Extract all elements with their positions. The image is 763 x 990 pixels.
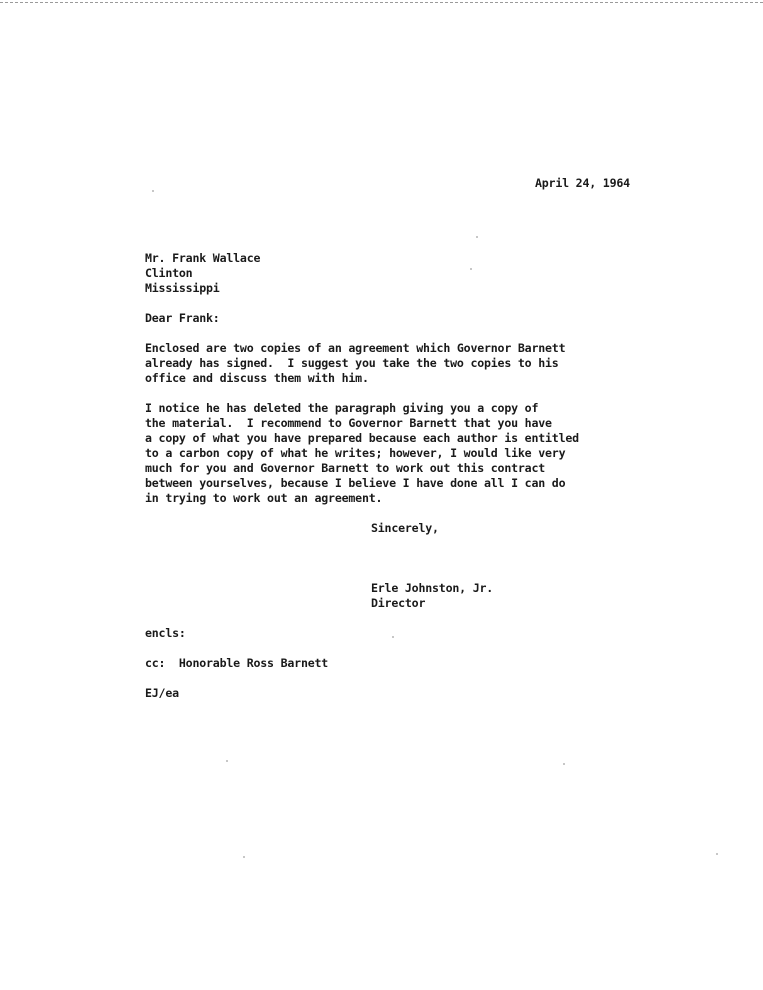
paragraph-line: in trying to work out an agreement.	[145, 491, 383, 505]
signer-title: Director	[371, 596, 426, 610]
paragraph-line: much for you and Governor Barnett to work out this contract	[145, 461, 546, 475]
scan-speck	[716, 853, 718, 855]
letter-date: April 24, 1964	[535, 176, 630, 190]
scan-speck	[226, 760, 228, 762]
paragraph-line: to a carbon copy of what he writes; however, I would like very	[145, 446, 566, 460]
scan-speck	[152, 190, 154, 192]
paragraph-line: I notice he has deleted the paragraph giving you a copy of	[145, 401, 539, 415]
paragraph-line: a copy of what you have prepared because each author is entitled	[145, 431, 579, 445]
scan-speck	[563, 763, 565, 765]
scan-speck	[243, 856, 245, 858]
enclosure-note: encls:	[145, 626, 186, 640]
recipient-state: Mississippi	[145, 281, 220, 295]
paragraph-line: already has signed. I suggest you take the two copies to his	[145, 356, 559, 370]
recipient-city: Clinton	[145, 266, 193, 280]
scan-speck	[476, 236, 478, 238]
signer-name: Erle Johnston, Jr.	[371, 581, 494, 595]
paragraph-line: Enclosed are two copies of an agreement which Governor Barnett	[145, 341, 566, 355]
closing: Sincerely,	[371, 521, 439, 535]
paragraph-line: between yourselves, because I believe I have done all I can do	[145, 476, 566, 490]
reference-initials: EJ/ea	[145, 686, 179, 700]
page-top-edge	[0, 2, 763, 3]
recipient-name: Mr. Frank Wallace	[145, 251, 261, 265]
salutation: Dear Frank:	[145, 311, 220, 325]
scan-speck	[470, 268, 472, 270]
paragraph-line: office and discuss them with him.	[145, 371, 369, 385]
paragraph-line: the material. I recommend to Governor Barnett that you have	[145, 416, 552, 430]
scan-speck	[392, 636, 394, 638]
cc-line: cc: Honorable Ross Barnett	[145, 656, 329, 670]
